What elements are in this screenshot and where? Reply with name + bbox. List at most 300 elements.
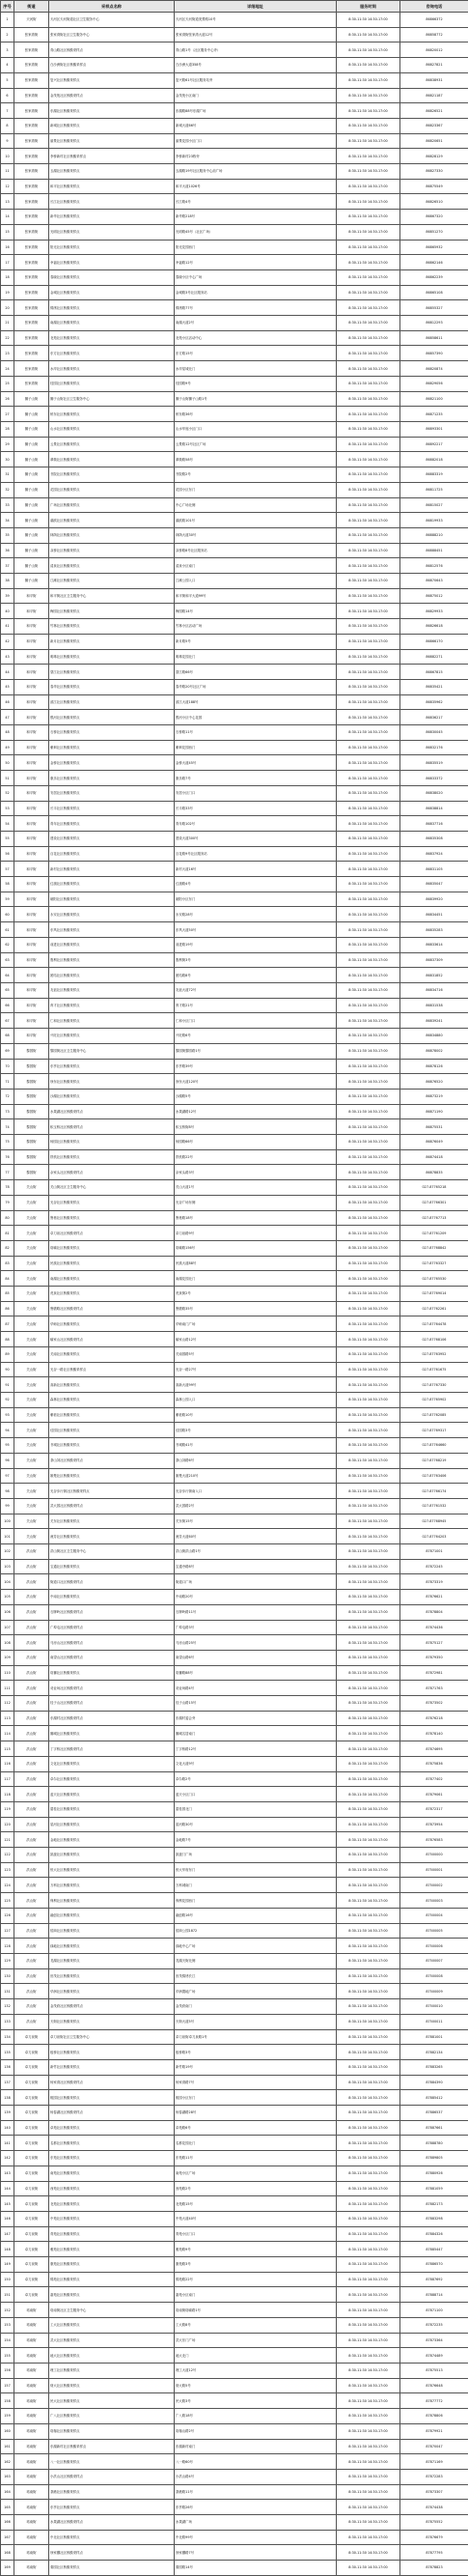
table-row xyxy=(1,634,468,649)
row-index: 30 xyxy=(1,452,14,467)
row-index: 98 xyxy=(1,1484,14,1499)
service-time: 8:30-11:30 14:30-17:00 xyxy=(337,1908,400,1923)
site-name: 广八社区核酸采样点 xyxy=(49,2409,175,2424)
site-name: 光谷一路社区核酸采样点 xyxy=(49,1362,175,1377)
service-time: 8:30-11:30 14:30-17:00 xyxy=(337,725,400,741)
service-time: 8:30-11:30 14:30-17:00 xyxy=(337,922,400,938)
site-address: 水果湖路12号 xyxy=(175,1104,337,1119)
street-name: 珞南街 xyxy=(14,2439,49,2454)
site-address: 东方路15号 xyxy=(175,346,337,361)
service-time: 8:30-11:30 14:30-17:00 xyxy=(337,2317,400,2333)
row-index: 99 xyxy=(1,1498,14,1514)
street-name: 关山街 xyxy=(14,1498,49,1514)
service-time: 8:30-11:30 14:30-17:00 xyxy=(337,2545,400,2561)
contact-phone: 87874695 xyxy=(400,1741,468,1757)
street-name: 黎园街 xyxy=(14,1059,49,1074)
site-address: 星河路30号 xyxy=(175,1817,337,1832)
table-row xyxy=(1,1848,468,1863)
site-address: 百花路9号社区服务站 xyxy=(175,846,337,862)
service-time: 8:30-11:30 14:30-17:00 xyxy=(337,330,400,346)
row-index: 85 xyxy=(1,1287,14,1302)
contact-phone: 86876049 xyxy=(400,1135,468,1150)
street-name: 珞南街 xyxy=(14,2423,49,2439)
service-time: 8:30-11:30 14:30-17:00 xyxy=(337,1074,400,1090)
row-index: 21 xyxy=(1,316,14,331)
row-index: 142 xyxy=(1,2151,14,2166)
service-time: 8:30-11:30 14:30-17:00 xyxy=(337,482,400,497)
street-name: 狮子山街 xyxy=(14,467,49,483)
site-address: 东湖路88号东湖广场 xyxy=(175,103,337,119)
row-index: 129 xyxy=(1,1954,14,1969)
table-row xyxy=(1,907,468,922)
street-name: 卓刀泉街 xyxy=(14,2226,49,2242)
street-name: 关山街 xyxy=(14,1195,49,1210)
service-time: 8:30-11:30 14:30-17:00 xyxy=(337,497,400,513)
site-name: 虎泉社区核酸采样点 xyxy=(49,1287,175,1302)
row-index: 61 xyxy=(1,922,14,938)
site-address: 武大东门广场 xyxy=(175,2333,337,2348)
service-time: 8:30-11:30 14:30-17:00 xyxy=(337,1650,400,1665)
contact-phone: 87500004 xyxy=(400,1908,468,1923)
contact-phone: 86871235 xyxy=(400,407,468,422)
table-row xyxy=(1,801,468,816)
table-row xyxy=(1,1149,468,1165)
row-index: 160 xyxy=(1,2423,14,2439)
site-address: 雅苑路9号 xyxy=(175,2242,337,2257)
service-time: 8:30-11:30 14:30-17:00 xyxy=(337,1999,400,2015)
site-name: 桥东社区核酸采样点 xyxy=(49,407,175,422)
contact-phone: 86878126 xyxy=(400,1059,468,1074)
site-address: 八一路60号 xyxy=(175,2454,337,2470)
service-time: 8:30-11:30 14:30-17:00 xyxy=(337,983,400,999)
street-name: 和平街 xyxy=(14,816,49,832)
street-name: 张家湾街 xyxy=(14,300,49,316)
row-index: 66 xyxy=(1,998,14,1013)
row-index: 62 xyxy=(1,937,14,952)
street-name: 洪山街 xyxy=(14,1544,49,1560)
site-name: 桂园社区核酸采样点 xyxy=(49,376,175,391)
contact-phone: 86835308 xyxy=(400,831,468,846)
row-index: 169 xyxy=(1,2561,14,2576)
table-row xyxy=(1,2242,468,2257)
site-address: 新城大道66号 xyxy=(175,118,337,133)
service-time: 8:30-11:30 14:30-17:00 xyxy=(337,952,400,968)
street-name: 张家湾街 xyxy=(14,72,49,88)
service-time: 8:30-11:30 14:30-17:00 xyxy=(337,877,400,892)
table-row xyxy=(1,1043,468,1059)
site-address: 喻家山路12号 xyxy=(175,1332,337,1347)
street-name: 张家湾街 xyxy=(14,27,49,42)
site-address: 徐东大道120号 xyxy=(175,1074,337,1090)
header-street: 街道 xyxy=(14,1,49,13)
service-time: 8:30-11:30 14:30-17:00 xyxy=(337,2500,400,2515)
service-time: 8:30-11:30 14:30-17:00 xyxy=(337,2120,400,2136)
site-name: 锦绣社区核酸采样点 xyxy=(49,300,175,316)
row-index: 91 xyxy=(1,1377,14,1393)
service-time: 8:30-11:30 14:30-17:00 xyxy=(337,42,400,58)
site-name: 广场社区核酸采样点 xyxy=(49,497,175,513)
site-address: 友谊大道72号 xyxy=(175,983,337,999)
site-address: 南湖大道2号 xyxy=(175,316,337,331)
street-name: 和平街 xyxy=(14,983,49,999)
service-time: 8:30-11:30 14:30-17:00 xyxy=(337,1210,400,1226)
site-name: 山水社区核酸采样点 xyxy=(49,421,175,437)
street-name: 黎园街 xyxy=(14,1149,49,1165)
street-name: 卓刀泉街 xyxy=(14,2029,49,2045)
site-address: 广八路18号 xyxy=(175,2409,337,2424)
site-name: 珞喻社区核酸采样点 xyxy=(49,1240,175,1256)
site-name: 恒大社区核酸采样点 xyxy=(49,1862,175,1878)
site-name: 华润社区核酸采样点 xyxy=(49,1984,175,1999)
contact-phone: 86832176 xyxy=(400,740,468,755)
site-name: 东亭社区核酸采样点 xyxy=(49,2500,175,2515)
site-name: 东苑社区核酸采样点 xyxy=(49,2151,175,2166)
street-name: 卓刀泉街 xyxy=(14,2196,49,2212)
street-name: 洪山街 xyxy=(14,1999,49,2015)
site-address: 光谷一路27号 xyxy=(175,1362,337,1377)
site-name: 招商社区核酸采样点 xyxy=(49,1923,175,1939)
service-time: 8:30-11:30 14:30-17:00 xyxy=(337,2226,400,2242)
row-index: 13 xyxy=(1,194,14,210)
site-address: 梅园路14号 xyxy=(175,604,337,619)
contact-phone: 87500006 xyxy=(400,1939,468,1954)
contact-phone: 86821187 xyxy=(400,88,468,103)
site-address: 石桥路11号 xyxy=(175,725,337,741)
street-name: 卓刀泉街 xyxy=(14,2045,49,2060)
row-index: 1 xyxy=(1,13,14,28)
service-time: 8:30-11:30 14:30-17:00 xyxy=(337,1923,400,1939)
site-name: 云景社区核酸采样点 xyxy=(49,437,175,452)
site-name: 徐东社区核酸采样点 xyxy=(49,1074,175,1090)
table-row xyxy=(1,846,468,862)
row-index: 29 xyxy=(1,437,14,452)
row-index: 143 xyxy=(1,2166,14,2181)
service-time: 8:30-11:30 14:30-17:00 xyxy=(337,285,400,300)
site-address: 水岸星城北门 xyxy=(175,361,337,377)
contact-phone: 86820012 xyxy=(400,42,468,58)
table-row xyxy=(1,72,468,88)
contact-phone: 86812576 xyxy=(400,558,468,574)
street-name: 和平街 xyxy=(14,952,49,968)
street-name: 和平街 xyxy=(14,771,49,786)
site-name: 李桥新村社区核酸采样点 xyxy=(49,149,175,164)
service-time: 8:30-11:30 14:30-17:00 xyxy=(337,1787,400,1802)
service-time: 8:30-11:30 14:30-17:00 xyxy=(337,1862,400,1878)
site-name: 康乐社区核酸采样点 xyxy=(49,771,175,786)
site-address: 嘉苑小区南门 xyxy=(175,2287,337,2303)
contact-phone: 87888714 xyxy=(400,2287,468,2303)
site-name: 长丰社区核酸采样点 xyxy=(49,801,175,816)
row-index: 57 xyxy=(1,862,14,877)
site-address: 小洪山路4号 xyxy=(175,2469,337,2484)
row-index: 114 xyxy=(1,1726,14,1741)
site-address: 珞喻路156号 xyxy=(175,1240,337,1256)
site-name: 秦园社区核酸采样点 xyxy=(49,2561,175,2576)
table-row xyxy=(1,983,468,999)
row-index: 8 xyxy=(1,118,14,133)
row-index: 37 xyxy=(1,558,14,574)
row-index: 145 xyxy=(1,2196,14,2212)
service-time: 8:30-11:30 14:30-17:00 xyxy=(337,1939,400,1954)
service-time: 8:30-11:30 14:30-17:00 xyxy=(337,58,400,73)
street-name: 狮子山街 xyxy=(14,407,49,422)
service-time: 8:30-11:30 14:30-17:00 xyxy=(337,1681,400,1696)
site-address: 佳园路3号 xyxy=(175,1423,337,1438)
street-name: 洪山街 xyxy=(14,1604,49,1620)
row-index: 67 xyxy=(1,1013,14,1029)
row-index: 151 xyxy=(1,2287,14,2303)
contact-phone: 87882134 xyxy=(400,2045,468,2060)
service-time: 8:30-11:30 14:30-17:00 xyxy=(337,1848,400,1863)
site-address: 明珠花园北门 xyxy=(175,649,337,665)
street-name: 洪山街 xyxy=(14,1696,49,1712)
contact-phone: 86837924 xyxy=(400,846,468,862)
row-index: 153 xyxy=(1,2317,14,2333)
street-name: 关山街 xyxy=(14,1180,49,1196)
site-name: 武大园社区核酸采样点 xyxy=(49,1498,175,1514)
row-index: 73 xyxy=(1,1104,14,1119)
contact-phone: 027-87762085 xyxy=(400,1407,468,1423)
table-row xyxy=(1,2090,468,2106)
site-name: 兴旺社区核酸采样点 xyxy=(49,1029,175,1044)
site-name: 工大社区核酸采样点 xyxy=(49,2317,175,2333)
contact-phone: 027-87764660 xyxy=(400,1438,468,1454)
site-name: 卓刀泉街社区卫生服务中心 xyxy=(49,2029,175,2045)
service-time: 8:30-11:30 14:30-17:00 xyxy=(337,421,400,437)
table-row xyxy=(1,649,468,665)
contact-phone: 87880926 xyxy=(400,2166,468,2181)
site-address: 森林公园入口 xyxy=(175,1392,337,1407)
row-index: 18 xyxy=(1,269,14,285)
site-name: 长江社区核酸采样点 xyxy=(49,194,175,210)
service-time: 8:30-11:30 14:30-17:00 xyxy=(337,2561,400,2576)
table-row xyxy=(1,740,468,755)
site-name: 流芳社区核酸采样点 xyxy=(49,1529,175,1544)
row-index: 56 xyxy=(1,846,14,862)
service-time: 8:30-11:30 14:30-17:00 xyxy=(337,72,400,88)
site-name: 鲁巷社区核酸采样点 xyxy=(49,1210,175,1226)
street-name: 珞南街 xyxy=(14,2500,49,2515)
service-time: 8:30-11:30 14:30-17:00 xyxy=(337,2393,400,2409)
contact-phone: 87879061 xyxy=(400,1787,468,1802)
row-index: 147 xyxy=(1,2226,14,2242)
street-name: 关山街 xyxy=(14,1226,49,1241)
street-name: 张家湾街 xyxy=(14,361,49,377)
contact-phone: 87874438 xyxy=(400,2500,468,2515)
site-address: 关山大道1号 xyxy=(175,1180,337,1196)
site-name: 东风社区核酸采样点 xyxy=(49,922,175,938)
table-row xyxy=(1,2257,468,2273)
row-index: 138 xyxy=(1,2090,14,2106)
row-index: 121 xyxy=(1,1832,14,1848)
site-name: 劝业场社区核酸采样点 xyxy=(49,1681,175,1696)
site-name: 民大社区核酸采样点 xyxy=(49,2393,175,2409)
table-row xyxy=(1,2484,468,2500)
table-row xyxy=(1,998,468,1013)
site-address: 卓苑路6号 xyxy=(175,2120,337,2136)
contact-phone: 86865108 xyxy=(400,285,468,300)
service-time: 8:30-11:30 14:30-17:00 xyxy=(337,2090,400,2106)
table-row xyxy=(1,179,468,194)
site-name: 珞南街社区卫生服务中心 xyxy=(49,2303,175,2318)
table-row xyxy=(1,103,468,119)
table-row xyxy=(1,1923,468,1939)
table-row xyxy=(1,407,468,422)
table-row xyxy=(1,133,468,149)
table-row xyxy=(1,482,468,497)
service-time: 8:30-11:30 14:30-17:00 xyxy=(337,2287,400,2303)
table-row xyxy=(1,1574,468,1590)
row-index: 130 xyxy=(1,1968,14,1984)
street-name: 和平街 xyxy=(14,892,49,907)
service-time: 8:30-11:30 14:30-17:00 xyxy=(337,391,400,407)
service-time: 8:30-11:30 14:30-17:00 xyxy=(337,2378,400,2393)
site-address: 银河小区中心花园 xyxy=(175,710,337,725)
street-name: 洪山街 xyxy=(14,1984,49,1999)
service-time: 8:30-11:30 14:30-17:00 xyxy=(337,1574,400,1590)
street-name: 关山街 xyxy=(14,1362,49,1377)
table-row xyxy=(1,1696,468,1712)
table-row xyxy=(1,2333,468,2348)
table-row xyxy=(1,224,468,240)
site-name: 财大社区核酸采样点 xyxy=(49,2378,175,2393)
table-row xyxy=(1,1544,468,1560)
site-name: 板桥社区核酸采样点 xyxy=(49,2045,175,2060)
street-name: 珞南街 xyxy=(14,2303,49,2318)
row-index: 149 xyxy=(1,2257,14,2273)
street-name: 珞南街 xyxy=(14,2484,49,2500)
street-name: 张家湾街 xyxy=(14,42,49,58)
service-time: 8:30-11:30 14:30-17:00 xyxy=(337,1226,400,1241)
street-name: 和平街 xyxy=(14,877,49,892)
site-address: 蓝天小区门口 xyxy=(175,1787,337,1802)
contact-phone: 87873954 xyxy=(400,1817,468,1832)
street-name: 张家湾街 xyxy=(14,316,49,331)
row-index: 15 xyxy=(1,224,14,240)
row-index: 157 xyxy=(1,2378,14,2393)
site-address: 山水华庭小区门口 xyxy=(175,421,337,437)
contact-phone: 87883298 xyxy=(400,2211,468,2226)
site-name: 明珠社区核酸采样点 xyxy=(49,649,175,665)
row-index: 78 xyxy=(1,1180,14,1196)
row-index: 6 xyxy=(1,88,14,103)
table-row xyxy=(1,1438,468,1454)
service-time: 8:30-11:30 14:30-17:00 xyxy=(337,1604,400,1620)
site-name: 狮子山街社区卫生服务中心 xyxy=(49,391,175,407)
service-time: 8:30-11:30 14:30-17:00 xyxy=(337,1043,400,1059)
row-index: 110 xyxy=(1,1665,14,1681)
site-address: 丁字桥路12号 xyxy=(175,1741,337,1757)
site-address: 中北路99号 xyxy=(175,2530,337,2545)
street-name: 黎园街 xyxy=(14,1074,49,1090)
site-address: 仁和小区门口 xyxy=(175,1013,337,1029)
row-index: 161 xyxy=(1,2439,14,2454)
row-index: 20 xyxy=(1,300,14,316)
contact-phone: 86866170 xyxy=(400,634,468,649)
table-row xyxy=(1,1878,468,1893)
table-row xyxy=(1,27,468,42)
street-name: 狮子山街 xyxy=(14,497,49,513)
street-name: 珞南街 xyxy=(14,2469,49,2484)
table-row xyxy=(1,1195,468,1210)
contact-phone: 86862146 xyxy=(400,255,468,270)
site-name: 水果湖社区核酸采样点 xyxy=(49,1104,175,1119)
table-row xyxy=(1,1893,468,1909)
site-name: 望江社区核酸采样点 xyxy=(49,665,175,680)
table-row xyxy=(1,710,468,725)
site-address: 徐家棚路7号 xyxy=(175,2545,337,2561)
contact-phone: 86876520 xyxy=(400,1074,468,1090)
site-name: 杨园社区核酸采样点 xyxy=(49,1135,175,1150)
table-row xyxy=(1,240,468,255)
site-name: 清泉社区核酸采样点 xyxy=(49,558,175,574)
street-name: 关山街 xyxy=(14,1301,49,1316)
site-address: 街道口广场 xyxy=(175,1574,337,1590)
contact-phone: 87871169 xyxy=(400,2454,468,2470)
table-row xyxy=(1,300,468,316)
contact-phone: 87500003 xyxy=(400,1893,468,1909)
service-time: 8:30-11:30 14:30-17:00 xyxy=(337,694,400,710)
site-name: 梅园社区核酸采样点 xyxy=(49,604,175,619)
table-row xyxy=(1,816,468,832)
contact-phone: 86829056 xyxy=(400,376,468,391)
contact-phone: 86833614 xyxy=(400,937,468,952)
site-address: 世茂锦绣长江 xyxy=(175,1968,337,1984)
site-address: 龙湖天街北侧 xyxy=(175,1954,337,1969)
service-time: 8:30-11:30 14:30-17:00 xyxy=(337,1635,400,1651)
contact-phone: 87882173 xyxy=(400,2196,468,2212)
contact-phone: 027-87764478 xyxy=(400,1316,468,1332)
table-row xyxy=(1,922,468,938)
row-index: 75 xyxy=(1,1135,14,1150)
table-row xyxy=(1,1529,468,1544)
site-name: 安居社区核酸采样点 xyxy=(49,785,175,801)
street-name: 狮子山街 xyxy=(14,513,49,528)
row-index: 125 xyxy=(1,1893,14,1909)
table-row xyxy=(1,1711,468,1726)
site-name: 余家头社区核酸采样点 xyxy=(49,1165,175,1180)
site-address: 紫菘路10号 xyxy=(175,1407,337,1423)
site-address: 东亭路26号 xyxy=(175,2500,337,2515)
service-time: 8:30-11:30 14:30-17:00 xyxy=(337,269,400,285)
table-row xyxy=(1,2363,468,2378)
row-index: 107 xyxy=(1,1620,14,1635)
service-time: 8:30-11:30 14:30-17:00 xyxy=(337,1240,400,1256)
service-time: 8:30-11:30 14:30-17:00 xyxy=(337,2348,400,2364)
row-index: 22 xyxy=(1,330,14,346)
row-index: 135 xyxy=(1,2045,14,2060)
row-index: 25 xyxy=(1,376,14,391)
site-address: 书城路41号 xyxy=(175,1438,337,1454)
contact-phone: 86857390 xyxy=(400,346,468,361)
site-address: 武大园路2号 xyxy=(175,1498,337,1514)
site-address: 杨园路66号 xyxy=(175,1135,337,1150)
table-row xyxy=(1,2348,468,2364)
table-row xyxy=(1,467,468,483)
table-row xyxy=(1,1332,468,1347)
row-index: 71 xyxy=(1,1074,14,1090)
service-time: 8:30-11:30 14:30-17:00 xyxy=(337,2075,400,2090)
street-name: 洪山街 xyxy=(14,1848,49,1863)
site-name: 丁字桥社区核酸采样点 xyxy=(49,1741,175,1757)
contact-phone: 87871001 xyxy=(400,1544,468,1560)
header-address: 详细地址 xyxy=(175,1,337,13)
site-name: 石牌岭社区核酸采样点 xyxy=(49,1604,175,1620)
service-time: 8:30-11:30 14:30-17:00 xyxy=(337,103,400,119)
service-time: 8:30-11:30 14:30-17:00 xyxy=(337,543,400,558)
row-index: 155 xyxy=(1,2348,14,2364)
site-name: 喻家山社区核酸采样点 xyxy=(49,1332,175,1347)
